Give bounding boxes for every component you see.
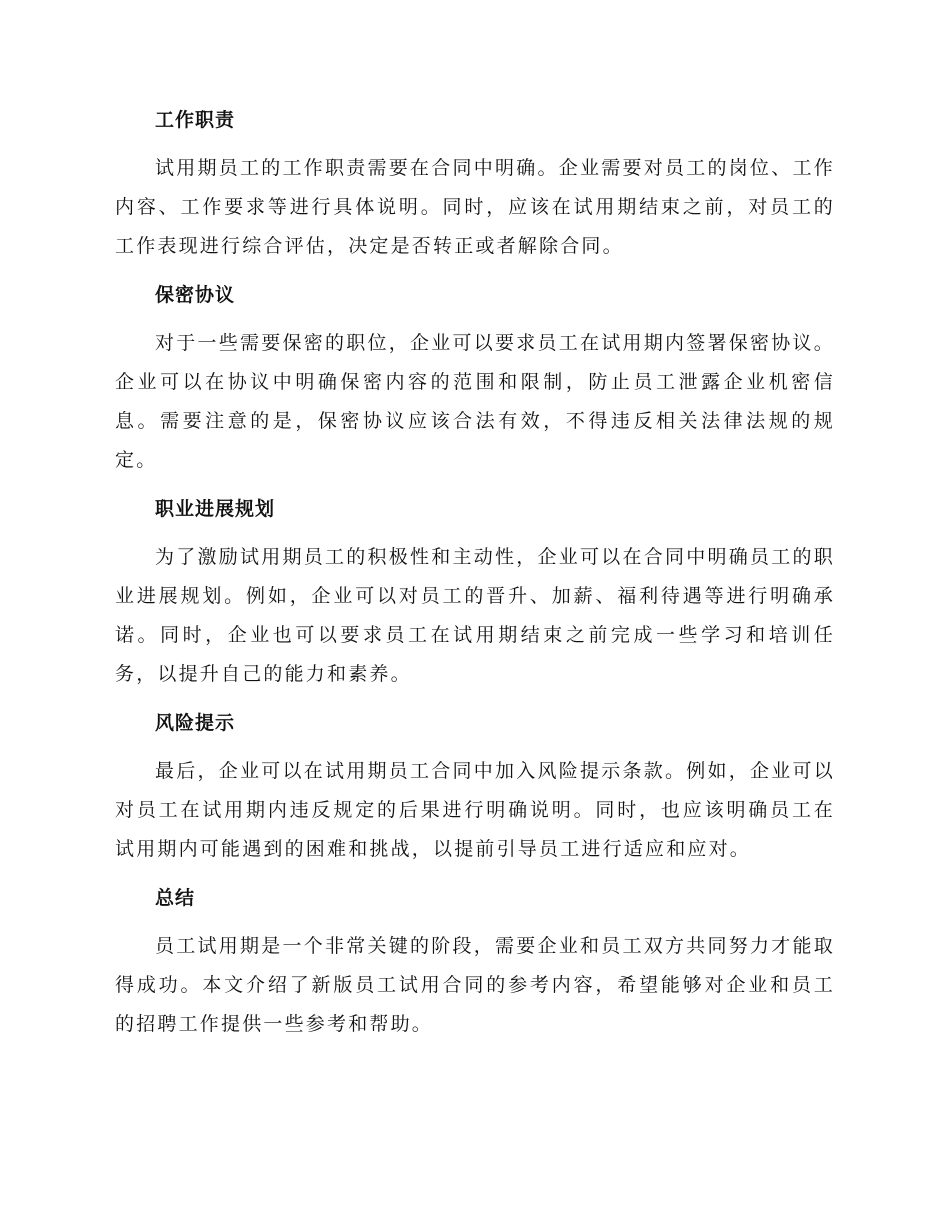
section-summary [115,886,835,1044]
section-paragraph: 为了激励试用期员工的积极性和主动性，企业可以在合同中明确员工的职业进展规划。例如，企业可以对员工的晋升、加薪、福利待遇等进行明确承诺。同时，企业也可以要求员工在试用期结束之前完成一些学习和培训任务，以提升自己的能力和素养。 [115,546,835,685]
section-risk-notice [115,711,835,869]
document-body [115,108,835,1044]
section-job-duties [115,108,835,266]
section-career-plan [115,497,835,694]
section-heading: 总结 [155,887,196,909]
section-heading: 保密协议 [155,284,236,306]
section-paragraph: 员工试用期是一个非常关键的阶段，需要企业和员工双方共同努力才能取得成功。本文介绍了新版员工试用合同的参考内容，希望能够对企业和员工的招聘工作提供一些参考和帮助。 [115,935,835,1035]
section-heading: 职业进展规划 [155,498,276,520]
section-confidentiality [115,283,835,480]
section-heading: 风险提示 [155,712,236,734]
section-paragraph: 试用期员工的工作职责需要在合同中明确。企业需要对员工的岗位、工作内容、工作要求等进行具体说明。同时，应该在试用期结束之前，对员工的工作表现进行综合评估，决定是否转正或者解除合同。 [115,157,835,257]
section-heading: 工作职责 [155,109,236,131]
section-paragraph: 最后，企业可以在试用期员工合同中加入风险提示条款。例如，企业可以对员工在试用期内违反规定的后果进行明确说明。同时，也应该明确员工在试用期内可能遇到的困难和挑战，以提前引导员工进行适应和应对。 [115,760,835,860]
section-paragraph: 对于一些需要保密的职位，企业可以要求员工在试用期内签署保密协议。企业可以在协议中明确保密内容的范围和限制，防止员工泄露企业机密信息。需要注意的是，保密协议应该合法有效，不得违反相关法律法规的规定。 [115,332,835,471]
